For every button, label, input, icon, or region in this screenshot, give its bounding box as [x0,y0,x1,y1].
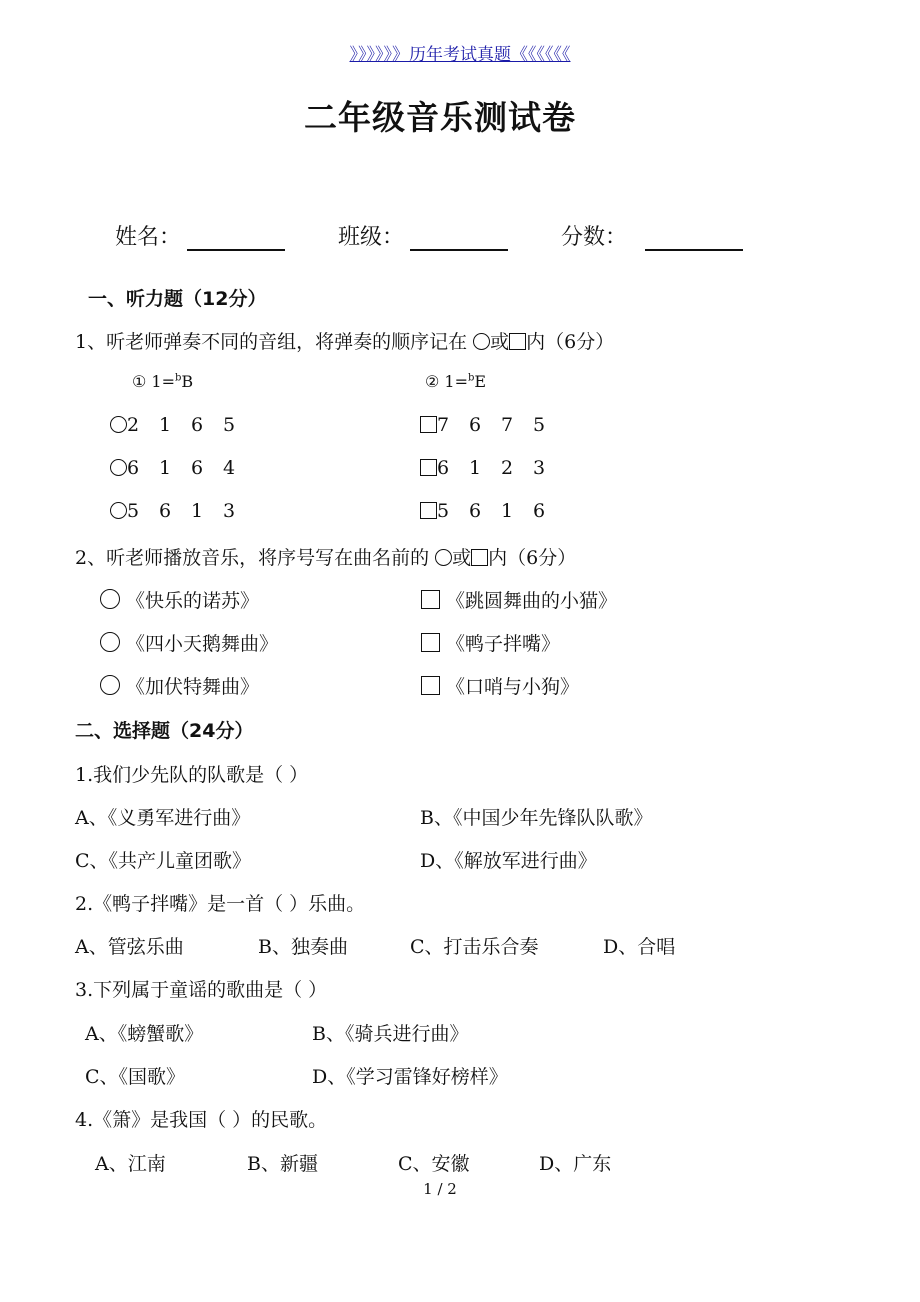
name-blank[interactable] [187,225,285,251]
right-group-3: 5 6 1 6 [420,500,565,522]
answer-circle[interactable] [100,632,120,652]
section2-heading: 二、选择题（24分） [75,720,254,742]
s2-q3-option-a[interactable]: A、《螃蟹歌》 [85,1023,204,1045]
page-title: 二年级音乐测试卷 [304,98,576,137]
answer-circle[interactable] [110,416,127,433]
name-label: 姓名： [115,225,182,250]
s2-q3-option-d[interactable]: D、《学习雷锋好榜样》 [312,1066,508,1088]
s2-q1-stem: 1.我们少先队的队歌是（ ） [75,764,309,786]
s2-q4-option-d[interactable]: D、广东 [539,1153,612,1175]
answer-square[interactable] [420,459,437,476]
score-label: 分数： [561,225,628,250]
s2-q2-stem: 2.《鸭子拌嘴》是一首（ ）乐曲。 [75,893,366,915]
answer-square[interactable] [421,633,440,652]
answer-square[interactable] [421,676,440,695]
right-group-2: 6 1 2 3 [420,457,565,479]
s2-q4-option-c[interactable]: C、安徽 [398,1153,470,1175]
s1-q2-stem: 2、听老师播放音乐，将序号写在曲名前的 或 内（6分） [75,547,577,569]
s2-q3-option-b[interactable]: B、《骑兵进行曲》 [312,1023,469,1045]
left-group-2: 6 1 6 4 [110,457,255,479]
key-right: ② 1=$^b$E [425,372,487,391]
song-right-1: 《跳圆舞曲的小猫》 [421,586,617,613]
s2-q3-option-c[interactable]: C、《国歌》 [85,1066,186,1088]
s2-q3-stem: 3.下列属于童谣的歌曲是（ ） [75,979,328,1001]
section1-heading: 一、听力题（12分） [88,288,267,310]
score-blank[interactable] [645,225,743,251]
s2-q4-stem: 4.《箫》是我国（ ）的民歌。 [75,1109,328,1131]
song-left-3: 《加伏特舞曲》 [100,672,259,699]
answer-square[interactable] [420,416,437,433]
name-field [115,220,285,251]
page-number: 1 / 2 [423,1180,457,1198]
square-icon [509,333,526,350]
square-icon [471,549,488,566]
song-right-2: 《鸭子拌嘴》 [421,629,560,656]
left-group-1: 2 1 6 5 [110,414,255,436]
song-left-1: 《快乐的诺苏》 [100,586,259,613]
class-blank[interactable] [410,225,508,251]
right-group-1: 7 6 7 5 [420,414,565,436]
song-left-2: 《四小天鹅舞曲》 [100,629,278,656]
circle-icon [435,549,452,566]
circle-icon [473,333,490,350]
header-link[interactable]: 》》》》》》历年考试真题《《《《《《 [349,45,571,65]
s1-q1-stem: 1、听老师弹奏不同的音组，将弹奏的顺序记在 或 内（6分） [75,331,615,353]
song-right-3: 《口哨与小狗》 [421,672,579,699]
left-group-3: 5 6 1 3 [110,500,255,522]
key-left: ① 1=$^b$B [132,372,194,391]
answer-circle[interactable] [110,459,127,476]
answer-circle[interactable] [100,589,120,609]
class-label: 班级： [338,225,405,250]
answer-circle[interactable] [100,675,120,695]
s2-q2-option-b[interactable]: B、独奏曲 [258,936,348,958]
s2-q4-option-b[interactable]: B、新疆 [247,1153,318,1175]
answer-square[interactable] [421,590,440,609]
s2-q1-option-b[interactable]: B、《中国少年先锋队队歌》 [420,807,653,829]
s2-q1-option-d[interactable]: D、《解放军进行曲》 [420,850,597,872]
score-field [561,220,743,251]
s2-q2-option-c[interactable]: C、打击乐合奏 [410,936,539,958]
s2-q4-option-a[interactable]: A、江南 [95,1153,166,1175]
s2-q1-option-a[interactable]: A、《义勇军进行曲》 [75,807,251,829]
s2-q1-option-c[interactable]: C、《共产儿童团歌》 [75,850,252,872]
class-field [338,220,508,251]
s2-q2-option-a[interactable]: A、管弦乐曲 [75,936,184,958]
s2-q2-option-d[interactable]: D、合唱 [603,936,676,958]
answer-circle[interactable] [110,502,127,519]
answer-square[interactable] [420,502,437,519]
